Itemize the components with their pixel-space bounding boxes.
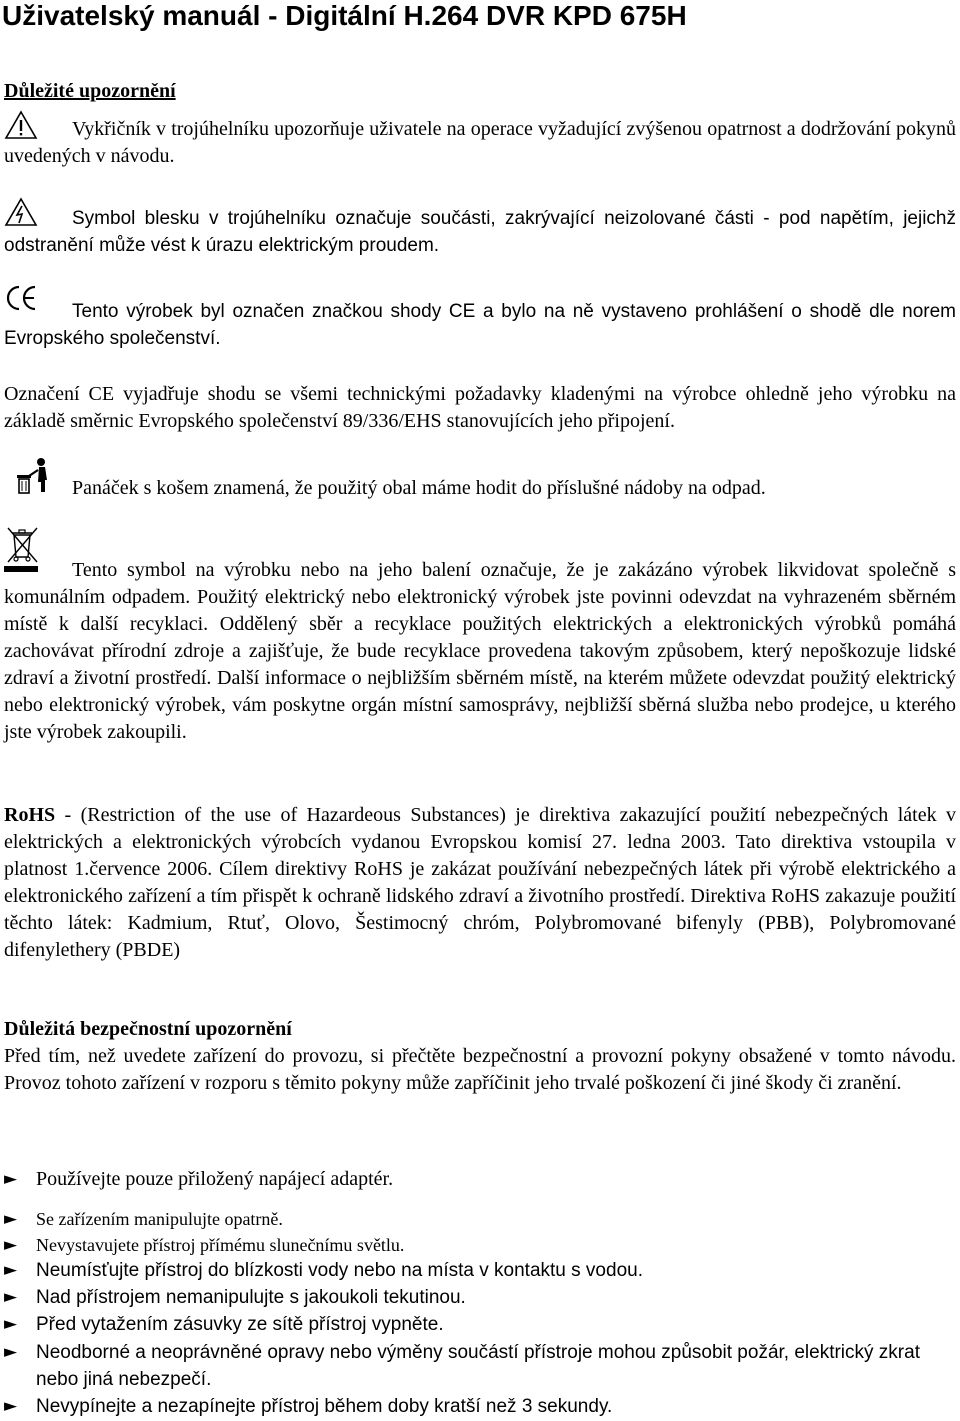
bullet-arrow-icon: ► <box>4 1169 18 1189</box>
trash-symbol-text: Panáček s košem znamená, že použitý obal máme hodit do příslušné nádoby na odpad. <box>72 477 766 499</box>
ce-paragraph: Označení CE vyjadřuje shodu se všemi technickými požadavky kladenými na výrobce ohledně jeho výrobku na základě směrnic Evropského společenství 89/336/EHS stanovujících jeho připojení. <box>4 383 956 432</box>
list-item: ► Nevystavujete přístroj přímému slunečnímu světlu. <box>4 1232 954 1259</box>
bullet-arrow-icon: ► <box>4 1396 18 1416</box>
warning-symbol-text: Vykřičník v trojúhelníku upozorňuje uživatele na operace vyžadující zvýšenou opatrnost a dodržování pokynů uvedených v návodu. <box>4 118 956 167</box>
bullet-arrow-icon: ► <box>4 1235 18 1255</box>
page-title: Uživatelský manuál - Digitální H.264 DVR KPD 675H <box>2 0 687 31</box>
list-item: ► Před vytažením zásuvky ze sítě přístroj vypněte. <box>4 1311 954 1338</box>
list-item: ► Neodborné a neoprávněné opravy nebo výměny součástí přístroje mohou způsobit požár, elektrický zkrat nebo jiná nebezpečí. <box>4 1339 954 1393</box>
list-item: ► Neumísťujte přístroj do blízkosti vody nebo na místa v kontaktu s vodou. <box>4 1257 954 1284</box>
ce-symbol-text: Tento výrobek byl označen značkou shody CE a bylo na ně vystaveno prohlášení o shodě dle norem Evropského společenství. <box>4 301 956 349</box>
important-notice-heading: Důležité upozornění <box>4 80 176 102</box>
list-item: ► Používejte pouze přiložený napájecí adaptér. <box>4 1166 954 1193</box>
bullet-arrow-icon: ► <box>4 1209 18 1229</box>
lightning-symbol-text: Symbol blesku v trojúhelníku označuje součásti, zakrývající neizolované části - pod napětím, jejichž odstranění může vést k úrazu elektrickým proudem. <box>4 208 956 256</box>
list-item: ► Se zařízením manipulujte opatrně. <box>4 1206 954 1233</box>
rohs-paragraph: RoHS - (Restriction of the use of Hazardeous Substances) je direktiva zakazující použití nebezpečných látek v elektrických a elektronických výrobcích vydanou Evropskou komisí 27. ledna 2003. Tato direktiva vstoupila v platnost 1.července 2006. Cílem direktivy RoHS je zakázat používání nebezpečných látek při výrobě elektrického a elektronického zařízení a tím přispět k ochraně lidského zdraví a životního prostředí. Direktiva RoHS zakazuje použití těchto látek: Kadmium, Rtuť, Olovo, Šestimocný chróm, Polybromované bifenyly (PBB), Polybromované difenylethery (PBDE) <box>4 804 956 961</box>
safety-heading: Důležitá bezpečnostní upozornění <box>4 1018 292 1040</box>
list-item: ► Nad přístrojem nemanipulujte s jakoukoli tekutinou. <box>4 1284 954 1311</box>
safety-intro: Před tím, než uvedete zařízení do provozu, si přečtěte bezpečnostní a provozní pokyny obsažené v tomto návodu. Provoz tohoto zařízení v rozporu s těmito pokyny může zapříčinit jeho trvalé poškození či jiné škody či zranění. <box>4 1045 956 1094</box>
rohs-label: RoHS <box>4 804 56 826</box>
weee-symbol-text: Tento symbol na výrobku nebo na jeho balení označuje, že je zakázáno výrobek likvidovat společně s komunálním odpadem. Použitý elektrický nebo elektronický výrobek jste povinni odevzdat na vyhrazeném sběrném místě k další recyklaci. Oddělený sběr a recyklace použitých elektrických a elektronických výrobků pomáhá zachovávat přírodní zdroje a zajišťuje, že bude recyklace provedena takovým způsobem, který nepoškozuje lidské zdraví a životní prostředí. Další informace o nejbližším sběrném místě, na kterém můžete odevzdat použitý elektrický nebo elektronický výrobek, vám poskytne orgán místní samosprávy, nejbližší sběrná služba nebo prodejce, u kterého jste výrobek zakoupili. <box>4 559 956 743</box>
bullet-arrow-icon: ► <box>4 1287 18 1307</box>
bullet-arrow-icon: ► <box>4 1314 18 1334</box>
bullet-arrow-icon: ► <box>4 1260 18 1280</box>
bullet-arrow-icon: ► <box>4 1342 18 1362</box>
list-item: ► Nevypínejte a nezapínejte přístroj během doby kratší než 3 sekundy. <box>4 1393 954 1420</box>
